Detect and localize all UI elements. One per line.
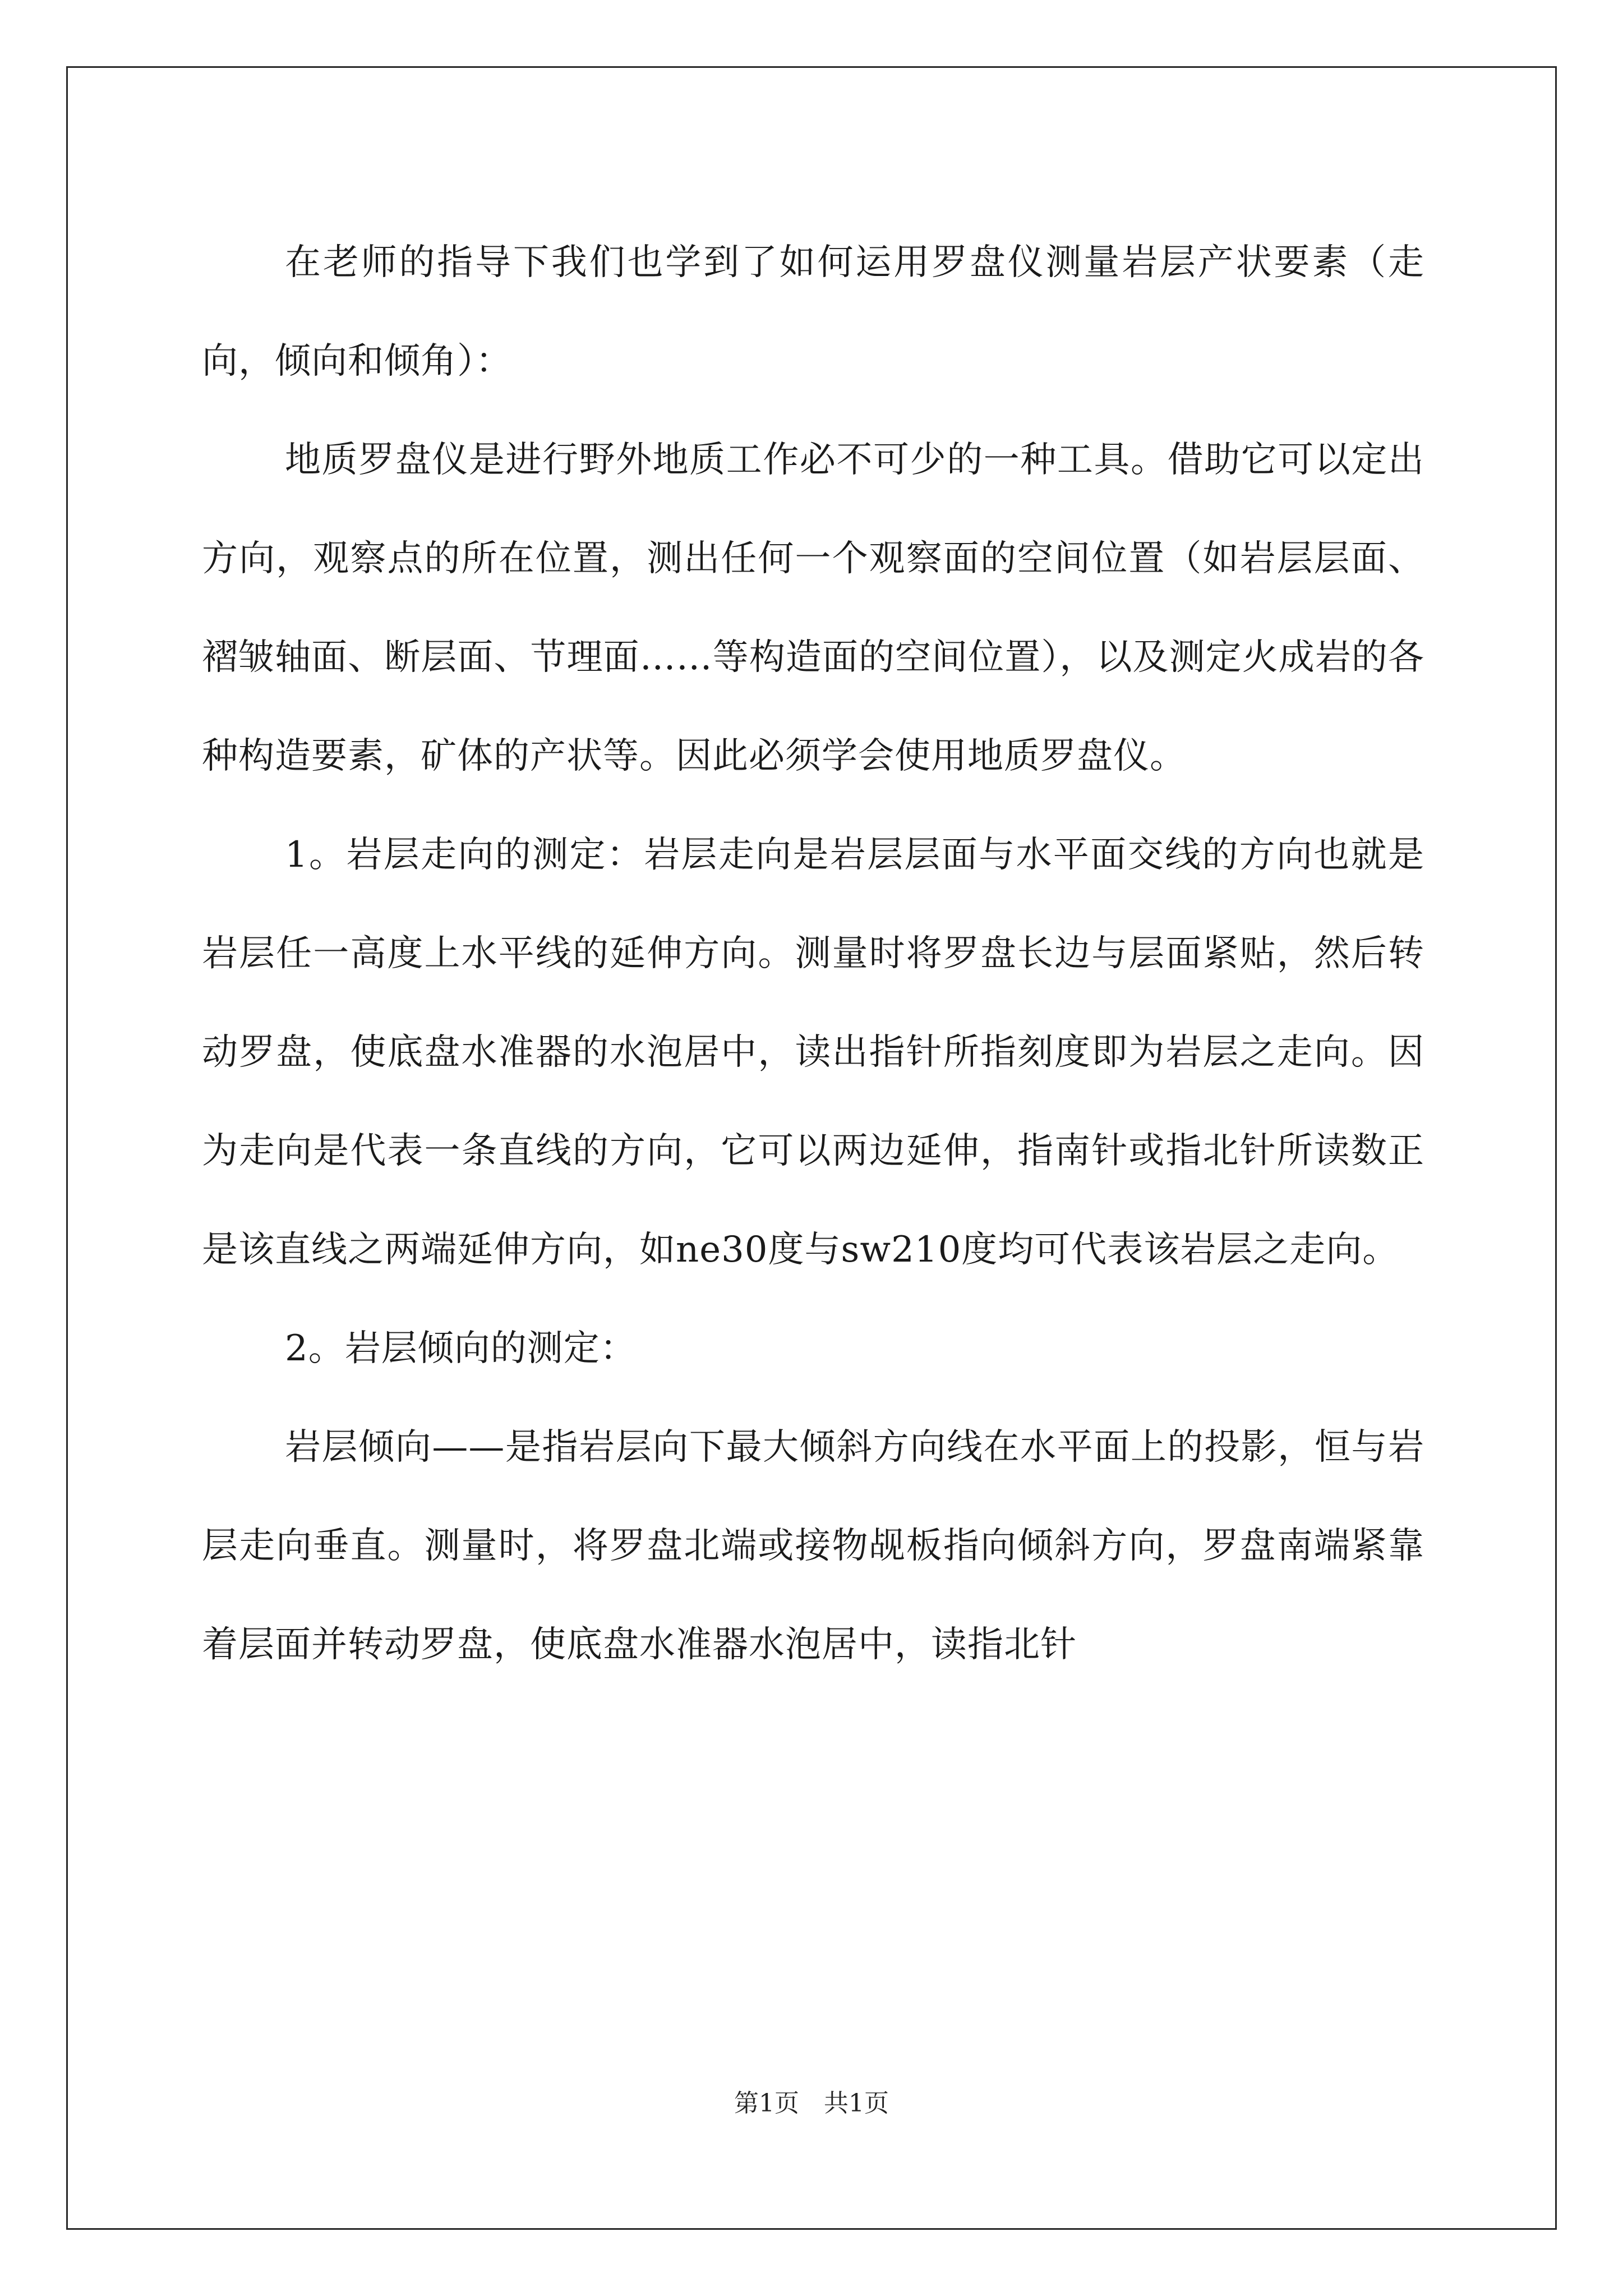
page-number-footer: 第1页 共1页 bbox=[734, 2089, 889, 2118]
document-body bbox=[202, 213, 1424, 1694]
paragraph-5: 岩层倾向——是指岩层向下最大倾斜方向线在水平面上的投影，恒与岩层走向垂直。测量时，将罗盘北端或接物觇板指向倾斜方向，罗盘南端紧靠着层面并转动罗盘，使底盘水准器水泡居中，读指北针 bbox=[202, 1427, 1424, 1665]
paragraph-1: 在老师的指导下我们也学到了如何运用罗盘仪测量岩层产状要素（走向，倾向和倾角）： bbox=[202, 242, 1424, 382]
paragraph-2: 地质罗盘仪是进行野外地质工作必不可少的一种工具。借助它可以定出方向，观察点的所在位置，测出任何一个观察面的空间位置（如岩层层面、褶皱轴面、断层面、节理面……等构造面的空间位置），以及测定火成岩的各种构造要素，矿体的产状等。因此必须学会使用地质罗盘仪。 bbox=[202, 439, 1424, 777]
paragraph-3: 1。岩层走向的测定：岩层走向是岩层层面与水平面交线的方向也就是岩层任一高度上水平线的延伸方向。测量时将罗盘长边与层面紧贴，然后转动罗盘，使底盘水准器的水泡居中，读出指针所指刻度即为岩层之走向。因为走向是代表一条直线的方向，它可以两边延伸，指南针或指北针所读数正是该直线之两端延伸方向，如ne30度与sw210度均可代表该岩层之走向。 bbox=[202, 834, 1424, 1271]
paragraph-4: 2。岩层倾向的测定： bbox=[285, 1328, 637, 1369]
